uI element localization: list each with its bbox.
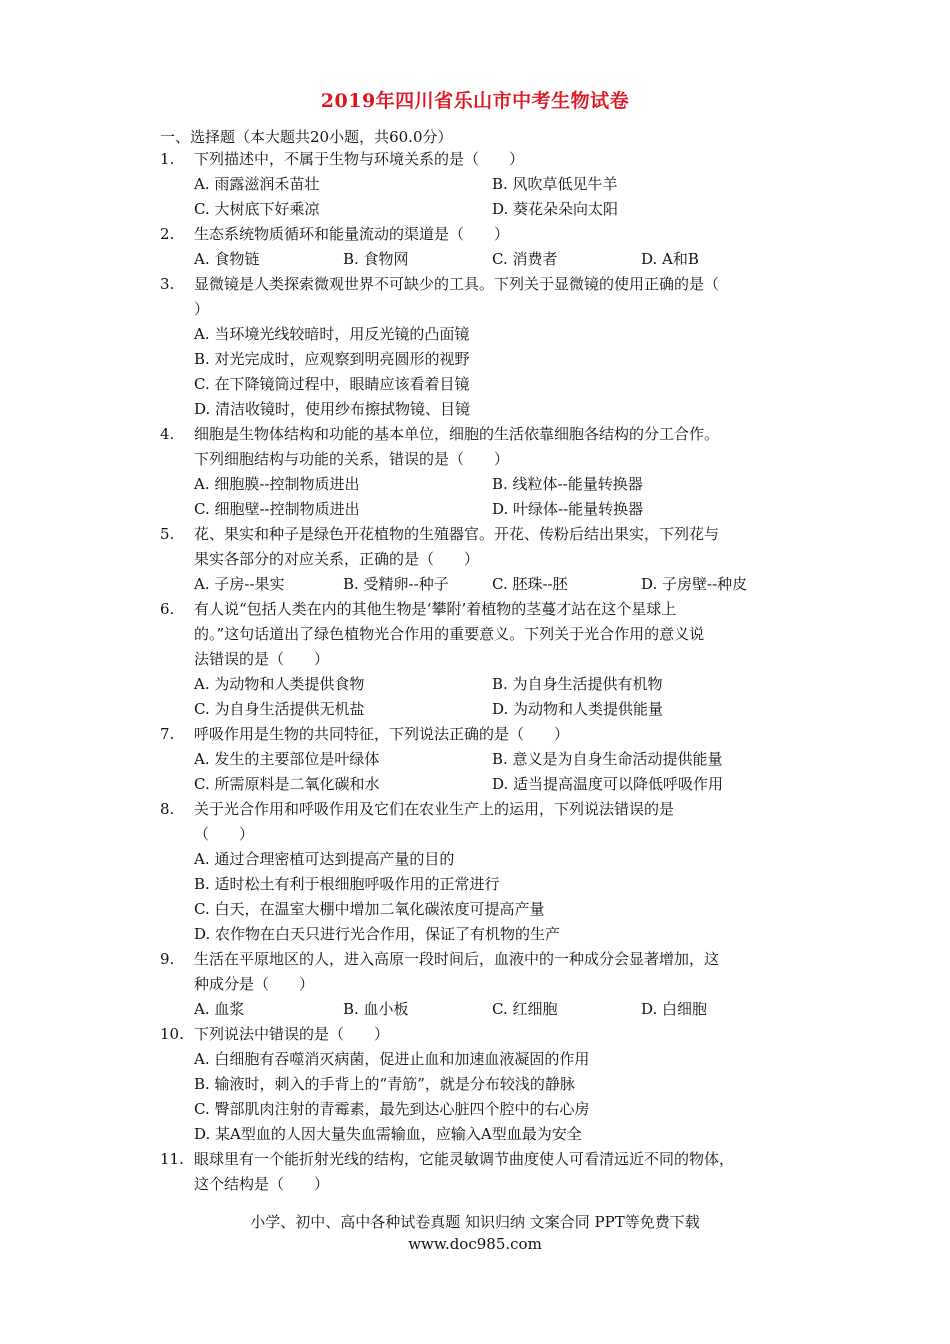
question-number: 6. [160, 600, 175, 618]
option-row [160, 697, 790, 722]
option-row [160, 772, 790, 797]
option-row [160, 322, 790, 347]
question-stem: 下列描述中，不属于生物与环境关系的是（ ） [194, 150, 525, 168]
question-2 [160, 222, 790, 272]
option-row [160, 997, 790, 1022]
question-stem-continued: 法错误的是（ ） [194, 650, 330, 668]
answer-option: B. 受精卵--种子 [343, 575, 449, 593]
answer-option: A. 食物链 [194, 250, 260, 268]
question-number: 8. [160, 800, 175, 818]
answer-option: C. 所需原料是二氧化碳和水 [194, 775, 380, 793]
answer-option: D. 清洁收镜时，使用纱布擦拭物镜、目镜 [194, 400, 471, 418]
footer-promo-text: 小学、初中、高中各种试卷真题 知识归纳 文案合同 PPT等免费下载 [250, 1213, 700, 1231]
answer-option: C. 细胞壁--控制物质进出 [194, 500, 360, 518]
option-row [160, 672, 790, 697]
option-row [160, 1047, 790, 1072]
answer-option: C. 白天，在温室大棚中增加二氧化碳浓度可提高产量 [194, 900, 545, 918]
question-stem-continued: 这个结构是（ ） [194, 1175, 330, 1193]
footer-url: www.doc985.com [408, 1235, 542, 1253]
option-row [160, 1072, 790, 1097]
answer-option: C. 红细胞 [492, 1000, 558, 1018]
footer [0, 1211, 950, 1255]
answer-option: D. 某A型血的人因大量失血需输血，应输入A型血最为安全 [194, 1125, 582, 1143]
question-7 [160, 722, 790, 797]
answer-option: B. 食物网 [343, 250, 409, 268]
option-row [160, 372, 790, 397]
question-stem-continued: ） [194, 300, 210, 318]
option-row [160, 922, 790, 947]
option-row [160, 497, 790, 522]
answer-option: B. 对光完成时，应观察到明亮圆形的视野 [194, 350, 470, 368]
exam-title: 2019年四川省乐山市中考生物试卷 [320, 90, 630, 112]
answer-option: A. 子房--果实 [194, 575, 285, 593]
option-row [160, 247, 790, 272]
option-row [160, 747, 790, 772]
question-11 [160, 1147, 790, 1197]
question-stem: 花、果实和种子是绿色开花植物的生殖器官。开花、传粉后结出果实，下列花与 [194, 525, 720, 543]
question-number: 4. [160, 425, 175, 443]
answer-option: C. 大树底下好乘凉 [194, 200, 320, 218]
answer-option: C. 胚珠--胚 [492, 575, 568, 593]
answer-option: C. 在下降镜筒过程中，眼睛应该看着目镜 [194, 375, 470, 393]
question-number: 9. [160, 950, 175, 968]
answer-option: B. 血小板 [343, 1000, 409, 1018]
answer-option: B. 适时松土有利于根细胞呼吸作用的正常进行 [194, 875, 500, 893]
question-stem: 呼吸作用是生物的共同特征，下列说法正确的是（ ） [194, 725, 570, 743]
option-row [160, 197, 790, 222]
question-6 [160, 597, 790, 722]
question-number: 1. [160, 150, 175, 168]
question-number: 7. [160, 725, 175, 743]
answer-option: D. 农作物在白天只进行光合作用，保证了有机物的生产 [194, 925, 561, 943]
question-number: 3. [160, 275, 175, 293]
answer-option: D. 葵花朵朵向太阳 [492, 200, 619, 218]
question-stem-continued: （ ） [194, 825, 255, 843]
answer-option: B. 输液时，刺入的手背上的“青筋”，就是分布较浅的静脉 [194, 1075, 575, 1093]
question-4 [160, 422, 790, 522]
answer-option: D. 适当提高温度可以降低呼吸作用 [492, 775, 724, 793]
question-list [160, 147, 790, 1197]
option-row [160, 847, 790, 872]
answer-option: A. 白细胞有吞噬消灭病菌，促进止血和加速血液凝固的作用 [194, 1050, 590, 1068]
answer-option: B. 风吹草低见牛羊 [492, 175, 618, 193]
answer-option: C. 为自身生活提供无机盐 [194, 700, 365, 718]
answer-option: C. 臀部肌肉注射的青霉素，最先到达心脏四个腔中的右心房 [194, 1100, 590, 1118]
answer-option: D. 子房壁--种皮 [641, 575, 748, 593]
question-stem: 显微镜是人类探索微观世界不可缺少的工具。下列关于显微镜的使用正确的是（ [194, 275, 720, 293]
answer-option: D. 白细胞 [641, 1000, 708, 1018]
option-row [160, 897, 790, 922]
answer-option: A. 血浆 [194, 1000, 245, 1018]
question-number: 10. [160, 1025, 184, 1043]
answer-option: A. 当环境光线较暗时，用反光镜的凸面镜 [194, 325, 470, 343]
option-row [160, 397, 790, 422]
question-number: 2. [160, 225, 175, 243]
question-stem-continued: 的。”这句话道出了绿色植物光合作用的重要意义。下列关于光合作用的意义说 [194, 625, 705, 643]
question-number: 5. [160, 525, 175, 543]
option-row [160, 347, 790, 372]
section-heading: 一、选择题（本大题共20小题，共60.0分） [160, 128, 453, 146]
answer-option: A. 细胞膜--控制物质进出 [194, 475, 360, 493]
answer-option: C. 消费者 [492, 250, 558, 268]
option-row [160, 1097, 790, 1122]
answer-option: A. 雨露滋润禾苗壮 [194, 175, 320, 193]
option-row [160, 472, 790, 497]
question-9 [160, 947, 790, 1022]
option-row [160, 172, 790, 197]
question-stem-continued: 下列细胞结构与功能的关系，错误的是（ ） [194, 450, 510, 468]
answer-option: A. 通过合理密植可达到提高产量的目的 [194, 850, 455, 868]
question-stem: 生活在平原地区的人，进入高原一段时间后，血液中的一种成分会显著增加，这 [194, 950, 720, 968]
question-stem: 下列说法中错误的是（ ） [194, 1025, 390, 1043]
answer-option: D. A和B [641, 250, 699, 268]
question-10 [160, 1022, 790, 1147]
question-number: 11. [160, 1150, 184, 1168]
question-5 [160, 522, 790, 597]
question-stem-continued: 果实各部分的对应关系，正确的是（ ） [194, 550, 480, 568]
answer-option: D. 叶绿体--能量转换器 [492, 500, 644, 518]
question-stem: 细胞是生物体结构和功能的基本单位，细胞的生活依靠细胞各结构的分工合作。 [194, 425, 720, 443]
question-3 [160, 272, 790, 422]
question-8 [160, 797, 790, 947]
question-stem: 关于光合作用和呼吸作用及它们在农业生产上的运用，下列说法错误的是 [194, 800, 675, 818]
option-row [160, 872, 790, 897]
answer-option: B. 为自身生活提供有机物 [492, 675, 663, 693]
answer-option: D. 为动物和人类提供能量 [492, 700, 664, 718]
question-1 [160, 147, 790, 222]
question-stem-continued: 种成分是（ ） [194, 975, 315, 993]
question-stem: 生态系统物质循环和能量流动的渠道是（ ） [194, 225, 510, 243]
question-stem: 眼球里有一个能折射光线的结构，它能灵敏调节曲度使人可看清远近不同的物体， [194, 1150, 735, 1168]
answer-option: A. 为动物和人类提供食物 [194, 675, 365, 693]
answer-option: B. 线粒体--能量转换器 [492, 475, 643, 493]
option-row [160, 1122, 790, 1147]
answer-option: A. 发生的主要部位是叶绿体 [194, 750, 380, 768]
question-stem: 有人说“包括人类在内的其他生物是‘攀附’着植物的茎蔓才站在这个星球上 [194, 600, 677, 618]
option-row [160, 572, 790, 597]
answer-option: B. 意义是为自身生命活动提供能量 [492, 750, 723, 768]
